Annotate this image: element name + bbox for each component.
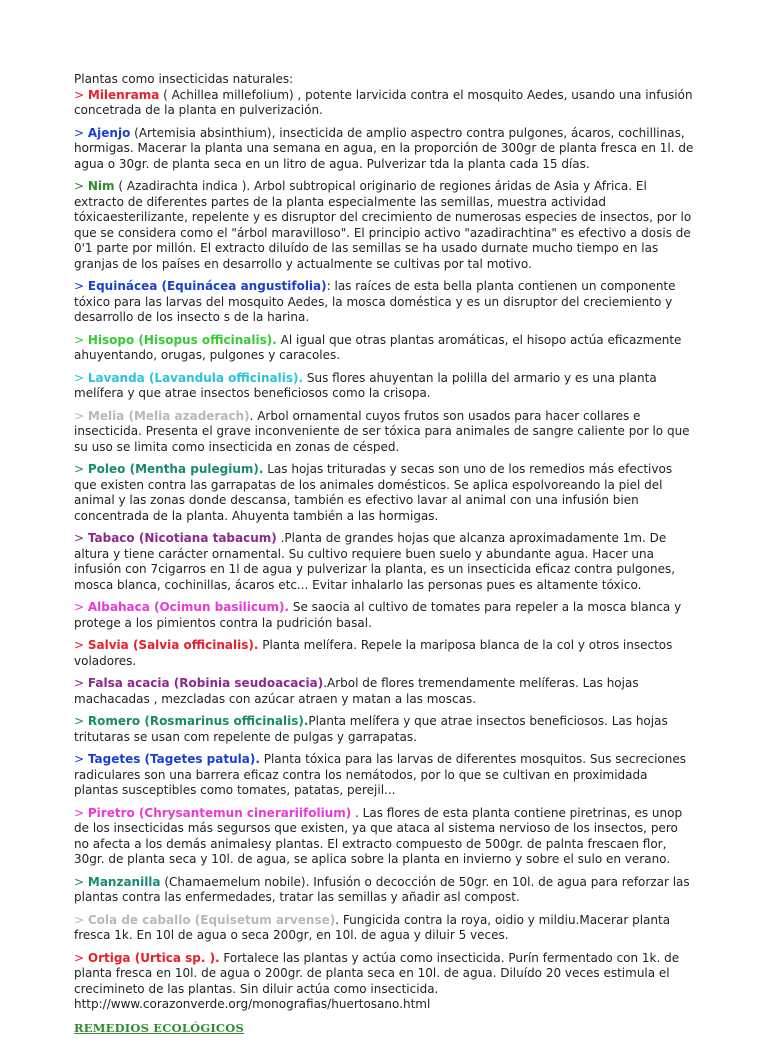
plant-name: Melia (Melia azaderach) — [87, 408, 250, 423]
plant-entry — [74, 279, 694, 326]
plant-name: Tagetes (Tagetes patula). — [87, 752, 260, 766]
bullet-arrow: > — [74, 950, 88, 965]
plant-description: . Fungicida contra la roya, oidio y mildiu.Macerar planta fresca 1k. En 10l de agua o seca 200gr, en 10l. de agua y diluir 5 veces. — [74, 912, 671, 942]
plant-name: Hisopo (Hisopus officinalis). — [87, 332, 277, 347]
bullet-arrow: > — [74, 714, 88, 728]
bullet-arrow: > — [74, 600, 88, 614]
plant-name: Lavanda (Lavandula officinalis). — [87, 370, 304, 385]
bullet-arrow: > — [74, 531, 88, 545]
bullet-arrow: > — [74, 279, 88, 293]
plant-name: Milenrama — [87, 87, 160, 102]
plant-description: .Planta de grandes hojas que alcanza aproximadamente 1m. De altura y tiene carácter ornamental. Su cultivo requiere buen suelo y abundante agua. Hacer una infusión con 7cigarros en 1l de agua y pulverizar la planta, es un insecticida eficaz contra pulgones, mosca blanca, cochinillas, ácaros etc... Evitar inhalarlo las personas pues es altamente tóxico. — [74, 531, 676, 592]
plant-entry — [74, 913, 694, 944]
bullet-arrow: > — [74, 874, 88, 889]
plant-description: .Arbol de flores tremendamente melíferas. Las hojas machacadas , mezcladas con azúcar atraen y matan a las moscas. — [74, 676, 639, 706]
plant-list — [74, 88, 694, 998]
plant-description: ( Azadirachta indica ). Arbol subtropical originario de regiones áridas de Asia y Africa. El extracto de diferentes partes de la planta especialmente las semillas, muestra actividad tóxicaesterilizante, repelente y es disruptor del crecimiento de numerosas especies de insectos, por lo que se considera como el "árbol maravilloso". El principio activo "azadirachtina" es efectivo a dosis de 0'1 parte por millón. El extracto diluído de las semillas se ha usado durnate mucho tiempo en las granjas de los países en desarrollo y actualmente se cultivas por tal motivo. — [74, 179, 692, 271]
plant-name: Falsa acacia (Robinia seudoacacia) — [87, 676, 324, 690]
bullet-arrow: > — [74, 179, 88, 193]
bullet-arrow: > — [74, 370, 88, 385]
intro-text: Plantas como insecticidas naturales: — [74, 72, 294, 86]
bullet-arrow: > — [74, 332, 88, 347]
plant-description: Al igual que otras plantas aromáticas, el hisopo actúa eficazmente ahuyentando, orugas, pulgones y caracoles. — [74, 332, 682, 362]
plant-entry — [74, 600, 694, 631]
plant-name: Albahaca (Ocimun basilicum). — [87, 600, 290, 614]
plant-entry — [74, 126, 694, 173]
plant-description: Planta tóxica para las larvas de diferentes mosquitos. Sus secreciones radiculares son una barrera eficaz contra los nemátodos, por lo que se cultivan en proximidada plantas susceptibles como tomates, patatas, perejil... — [74, 752, 687, 797]
plant-entry — [74, 531, 694, 593]
plant-entry — [74, 333, 694, 364]
bullet-arrow: > — [74, 638, 88, 652]
plant-description: (Chamaemelum nobile). Infusión o decocción de 50gr. en 10l. de agua para reforzar las plantas contra las enfermedades, tratar las semillas y añadir asl compost. — [74, 874, 690, 904]
plant-name: Romero (Rosmarinus officinalis). — [87, 714, 309, 728]
plant-description: (Artemisia absinthium), insecticida de amplio aspectro contra pulgones, ácaros, cochillinas, hormigas. Macerar la planta una semana en agua, en la proporción de 300gr de planta fresca en 1l. de agua o 30gr. de planta seca en un litro de agua. Pulverizar tda la planta cada 15 días. — [74, 125, 694, 171]
plant-name: Poleo (Mentha pulegium). — [87, 462, 264, 476]
document-body — [74, 72, 694, 1043]
plant-name: Piretro (Chrysantemun cinerariifolium) — [87, 805, 352, 820]
plant-description: Planta melífera y que atrae insectos beneficiosos. Las hojas tritutaras se usan com repelente de pulgas y garrapatas. — [74, 714, 668, 744]
plant-entry — [74, 676, 694, 707]
plant-description: Sus flores ahuyentan la polilla del armario y es una planta melífera y que atrae insectos beneficiosos como la crisopa. — [74, 370, 657, 400]
plant-entry — [74, 462, 694, 524]
bullet-arrow: > — [74, 408, 88, 423]
plant-description: ( Achillea millefolium) , potente larvicida contra el mosquito Aedes, usando una infusión concetrada de la planta en pulverización. — [74, 87, 693, 117]
plant-description: Se saocia al cultivo de tomates para repeler a la mosca blanca y protege a los pimientos contra la pudrición basal. — [74, 600, 682, 630]
remedios-link[interactable]: REMEDIOS ECOLÓGICOS — [74, 1020, 245, 1035]
plant-name: Equinácea (Equinácea angustifolia) — [87, 279, 327, 293]
plant-name: Manzanilla — [87, 874, 161, 889]
bullet-arrow: > — [74, 805, 88, 820]
plant-entry — [74, 638, 694, 669]
plant-description: Las hojas trituradas y secas son uno de los remedios más efectivos que existen contra las garrapatas de los animales domésticos. Se aplica espolvoreando la piel del animal y las zonas donde descansa, también es efectivo lavar al animal con una infusión bien concentrada de la planta. Ahuyenta también a las hormigas. — [74, 462, 673, 523]
plant-entry — [74, 179, 694, 272]
plant-name: Nim — [87, 179, 115, 193]
plant-entry — [74, 806, 694, 868]
bullet-arrow: > — [74, 462, 88, 476]
plant-name: Tabaco (Nicotiana tabacum) — [87, 531, 277, 545]
plant-description: . Las flores de esta planta contiene piretrinas, es unop de los insecticidas más segursos que existen, ya que ataca al sistema nervioso de los insectos, pero no afecta a los demás animalesy plantas. El extracto compuesto de 500gr. de palnta frescaen flor, 30gr. de planta seca y 10l. de agua, se aplica sobre la planta en invierno y sobre el sulo en verano. — [74, 805, 683, 866]
plant-name: Salvia (Salvia officinalis). — [87, 638, 259, 652]
plant-name: Ajenjo — [87, 125, 131, 140]
plant-description: . Arbol ornamental cuyos frutos son usados para hacer collares e insecticida. Presenta el grave inconveniente de ser tóxica para animales de sangre caliente por lo que su uso se limita como insecticida en zonas de césped. — [74, 408, 690, 454]
plant-name: Ortiga (Urtica sp. ). — [87, 950, 220, 965]
plant-entry — [74, 88, 694, 119]
bullet-arrow: > — [74, 125, 88, 140]
plant-description: Planta melífera. Repele la mariposa blanca de la col y otros insectos voladores. — [74, 638, 673, 668]
bullet-arrow: > — [74, 912, 88, 927]
bullet-arrow: > — [74, 676, 88, 690]
bullet-arrow: > — [74, 752, 88, 766]
plant-entry — [74, 752, 694, 799]
plant-entry — [74, 409, 694, 456]
plant-entry — [74, 371, 694, 402]
bullet-arrow: > — [74, 87, 88, 102]
plant-name: Cola de caballo (Equisetum arvense) — [87, 912, 336, 927]
plant-description: Fortalece las plantas y actúa como insecticida. Purín fermentado con 1k. de planta fresca en 10l. de agua o 200gr. de planta seca en 10l. de agua. Diluído 20 veces estimula el crecimineto de las plantas. Sin diluir actúa como insecticida. — [74, 950, 680, 996]
plant-description: : las raíces de esta bella planta contienen un componente tóxico para las larvas del mosquito Aedes, la mosca doméstica y es un disruptor del creciemiento y desarrollo de los insecto s de la harina. — [74, 279, 676, 324]
source-url: http://www.corazonverde.org/monografias/huertosano.html — [74, 997, 431, 1011]
plant-entry — [74, 875, 694, 906]
plant-entry — [74, 714, 694, 745]
plant-entry — [74, 951, 694, 998]
